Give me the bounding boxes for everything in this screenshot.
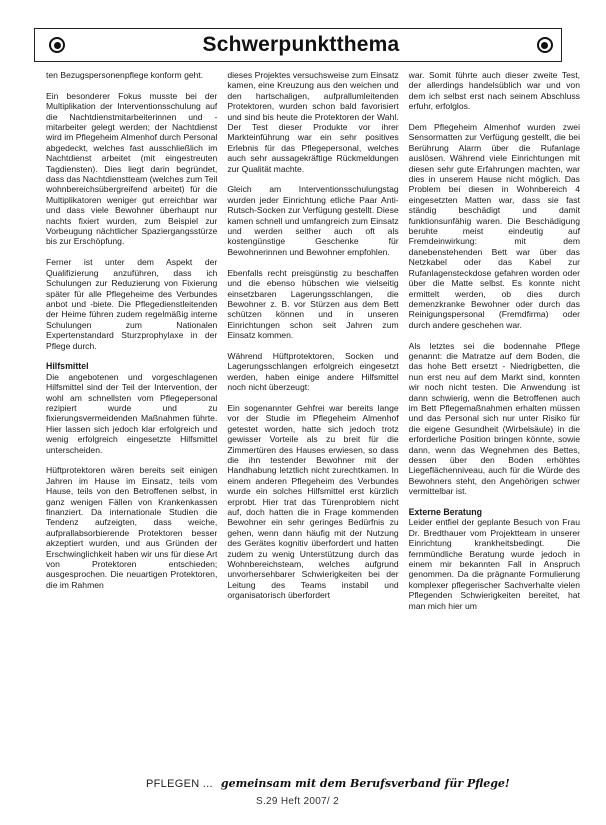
text-column-1	[46, 70, 217, 772]
section-header	[34, 28, 562, 62]
paragraph: war. Somit führte auch dieser zweite Test, der allerdings handelsüblich war und von dem ich selbst erst nach seinem Abschluss erfuhr, erfolglos.	[408, 70, 580, 112]
paragraph: Dem Pflegeheim Almenhof wurden zwei Sensormatten zur Verfügung gestellt, die bei Berührung Alarm über die Rufanlage auslösen. Während viele Einrichtungen mit diesen sehr gute Erfahrungen machten, war dies in unserem Hause nicht möglich. Das Problem bei diesen in Wohnbereich 4 eingesetzten Matten war, dass sie fast ständig beschädigt und damit funktionsunfähig waren. Die Beschädigung beruhte meist eindeutig auf Fremdeinwirkung: mit dem danebenstehenden Bett war über das Netzkabel oder das Kabel zur Rufanlagensteckdose gefahren worden oder über die Matte selbst. Es konnte nicht ermittelt werden, ob dies durch demenzkranke Bewohner oder durch das Reinigungspersonal (Fremdfirma) oder durch andere geschehen war.	[408, 122, 580, 330]
text-column-3	[409, 70, 580, 772]
bullseye-icon	[537, 37, 553, 53]
page-number: S.29 Heft 2007/ 2	[256, 796, 339, 807]
article-body	[46, 70, 580, 772]
paragraph: Ferner ist unter dem Aspekt der Qualifizierung anzuführen, dass ich Schulungen zur Reduzierung von Fixierung später für alle Pflegeheime des Verbundes anbot und -biete. Die Pflegedienstleitenden der Heime führen zudem regelmäßig interne Schulungen zum Nationalen Expertenstandard Sturzprophylaxe in der Pflege durch.	[46, 257, 218, 351]
paragraph: dieses Projektes versuchsweise zum Einsatz kamen, eine Kreuzung aus den weichen und den hartschaligen, aufprallumleitenden Protektoren, wurden schon bald favorisiert und sind bis heute die Protektoren der Wahl. Der Test dieser Produkte vor ihrer Markteinführung war ein sehr positives Erlebnis für das Pflegepersonal, welches auch sehr aussagekräftige Rückmeldungen zur Qualität machte.	[227, 70, 399, 174]
footer	[146, 777, 510, 790]
footer-label: PFLEGEN ...	[146, 778, 213, 790]
section-heading: Externe Beratung	[408, 507, 482, 518]
paragraph: Gleich am Interventionsschulungstag wurden jeder Einrichtung etliche Paar Anti-Rutsch-Socken zur Verfügung gestellt. Diese kamen schnell und umfangreich zum Einsatz und werden seither auch oft als kostengünstige Geschenke für Bewohnerinnen und Bewohner empfohlen.	[227, 184, 399, 257]
paragraph: Hüftprotektoren wären bereits seit einigen Jahren im Hause im Einsatz, teils vom Hause, teils von den Betroffenen selbst, in ganz wenigen Fällen von Krankenkassen finanziert. Da internationale Studien die Tendenz aufzeigten, dass weiche, aufprallabsorbierende Protektoren besser akzeptiert wurden, und aus Gründen der Erschwinglichkeit haben wir uns für diese Art von Protektoren entschieden; ausgesprochen. Die neuartigen Protektoren, die im Rahmen	[46, 465, 218, 590]
paragraph: Die angebotenen und vorgeschlagenen Hilfsmittel sind der Teil der Intervention, der wohl am schnellsten vom Pflegepersonal rezipiert wurde und zu fixierungsvermeidenden Maßnahmen führte. Hier lassen sich jedoch klar erfolgreich und wenig erfolgreich eingesetzte Hilfsmittel unterscheiden.	[46, 371, 218, 455]
bullseye-icon	[49, 37, 65, 53]
paragraph: Ein besonderer Fokus musste bei der Multiplikation der Interventionsschulung auf die Nachtdienstmitarbeiterinnen und -mitarbeiter gelegt werden; der Nachtdienst wird im Pflegeheim Almenhof durch Personal abgedeckt, welches fast ausschließlich im Nachtdienst arbeitet (mit eingestreuten Tagdiensten). Dies liegt darin begründet, dass das Nachtdienstteam (welches zum Teil wohnbereichsübergreifend arbeitet) für die Multiplikatoren weniger gut erreichbar war und dass viele Bewohner überhaupt nur nachts fixiert wurden, zum Beispiel zur Vorbeugung nächtlicher Spaziergangsstürze bis zur Erschöpfung.	[46, 90, 218, 247]
paragraph: ten Bezugspersonenpflege konform geht.	[46, 70, 204, 80]
section-heading: Hilfsmittel	[46, 361, 89, 372]
footer-slogan: gemeinsam mit dem Berufsverband für Pflege!	[220, 777, 510, 790]
paragraph: Leider entfiel der geplante Besuch von Frau Dr. Bredthauer vom Projektteam in unserer Einrichtung krankheitsbedingt. Die fernmündliche Beratung wurde jedoch in einem mir bekannten Fall in Anspruch genommen. Da die prägnante Formulierung komplexer pflegerischer Sachverhalte vielen Pflegenden Schwierigkeiten bereitet, hat man mich hier um	[408, 517, 580, 611]
paragraph: Ebenfalls recht preisgünstig zu beschaffen und die ebenso hübschen wie vielseitig einsetzbaren Lagerungsschlangen, die Bewohner z. B. vor Stürzen aus dem Bett schützen können und in unseren Einrichtungen schon seit Jahren zum Einsatz kommen.	[227, 267, 399, 341]
paragraph: Als letztes sei die bodennahe Pflege genannt: die Matratze auf dem Boden, die das hohe Bett ersetzt - Niedrigbetten, die nun erst neu auf dem Markt sind, konnten wir noch nicht testen. Die Anwendung ist dann schwierig, wenn die Betroffenen auch im Bett Pflegemaßnahmen erhalten müssen und das Personal sich nur unter Risiko für die eigene Gesundheit (Wirbelsäule) in die erforderliche Position bringen könnte, sowie dann, wenn das Wegnehmen des Bettes, dessen über den Boden erhöhtes Liegeflächenniveau, auch für die Würde des Bewohners steht, den Angehörigen schwer vermittelbar ist.	[408, 340, 580, 497]
paragraph: Während Hüftprotektoren, Socken und Lagerungsschlangen erfolgreich eingesetzt werden, haben einige andere Hilfsmittel noch nicht überzeugt:	[227, 350, 399, 393]
text-column-2	[227, 70, 398, 772]
section-title: Schwerpunktthema	[202, 33, 400, 56]
paragraph: Ein sogenannter Gehfrei war bereits lange vor der Studie im Pflegeheim Almenhof getestet worden, hatte sich jedoch trotz gewisser Vorteile als zu breit für die Zimmertüren des Hauses erwiesen, so dass die ihn testender Bewohner mit der Handhabung letztlich nicht zurechtkamen. In einem anderen Pflegeheim des Verbundes wurde ein solches Hilfsmittel erst kürzlich erprobt. Hier trat das Türenproblem nicht auf, doch hatten die in Frage kommenden Bewohner ein sehr geringes Bedürfnis zu gehen, wenn dann häufig mit der Nutzung des Gerätes kognitiv überfordert und hatten zudem zu wenig Unterstützung durch das Wohnbereichsteam, welches aufgrund unvorhersehbarer Schwierigkeiten bei der Leitung des Teams instabil und organisatorisch überfordert	[227, 402, 399, 601]
